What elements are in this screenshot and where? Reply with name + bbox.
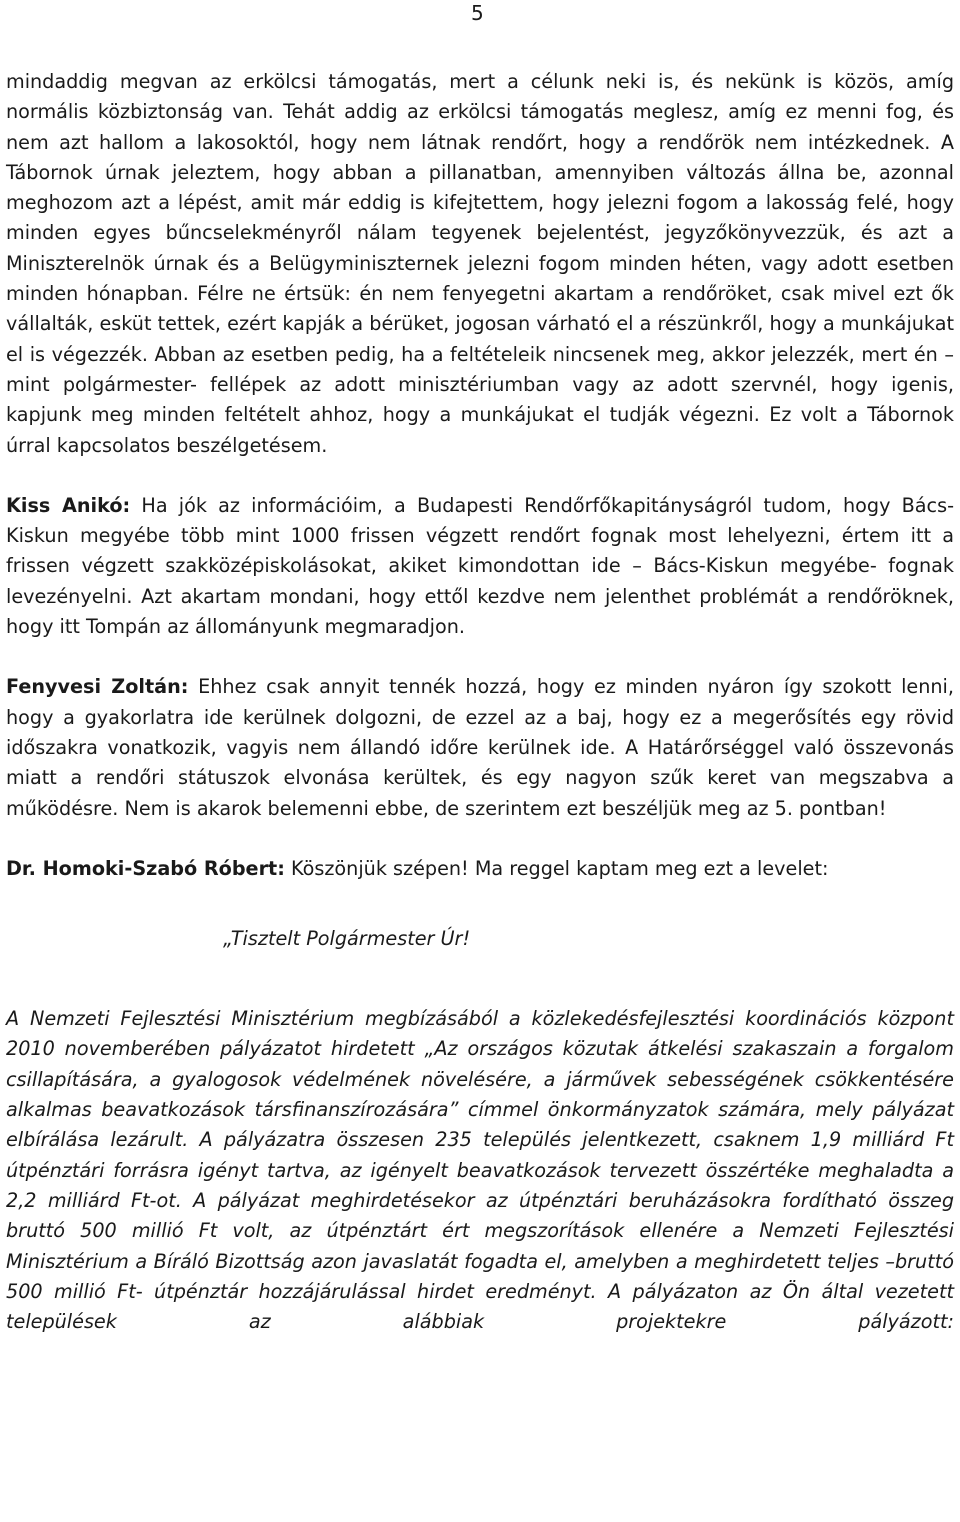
paragraph-kiss-aniko [6,491,954,642]
speech-text: Ha jók az információim, a Budapesti Rendőrfőkapitányságról tudom, hogy Bács-Kiskun megyébe több mint 1000 frissen végzett rendőrt fognak most lehelyezni, értem itt a frissen végzett szakközépiskolásokat, akiket kimondottan ide – Bács-Kiskun megyébe- fognak levezényelni. Azt akartam mondani, hogy ettől kezdve nem jelenthet problémát a rendőröknek, hogy itt Tompán az állományunk megmaradjon. [6,493,954,639]
letter-salutation: „Tisztelt Polgármester Úr! [223,927,471,951]
speech-text: Ehhez csak annyit tennék hozzá, hogy ez minden nyáron így szokott lenni, hogy a gyakorlatra ide kerülnek dolgozni, de ezzel az a baj, hogy ez a megerősítés egy rövid időszakra vonatkozik, vagyis nem állandó időre kerülnek ide. A Határőrséggel való összevonás miatt a rendőri státuszok elvonása kerültek, és egy nagyon szűk keret van megszabva a működésre. Nem is akarok belemenni ebbe, de szerintem ezt beszéljük meg az 5. pontban! [6,675,954,820]
page-number: 5 [471,1,484,25]
speaker-name: Kiss Anikó: [6,493,131,517]
speaker-name: Dr. Homoki-Szabó Róbert: [6,856,285,880]
document-body [6,67,954,1337]
paragraph-mayor-statement: mindaddig megvan az erkölcsi támogatás, mert a célunk neki is, és nekünk is közös, amíg normális közbiztonság van. Tehát addig az erkölcsi támogatás meglesz, amíg ez menni fog, és nem azt hallom a lakosoktól, hogy nem látnak rendőrt, hogy a rendőrök nem intézkednek. A Tábornok úrnak jeleztem, hogy abban a pillanatban, amennyiben változás állna be, azonnal meghozom azt a lépést, amit már eddig is kifejtettem, hogy jelezni fogom a lakosság felé, hogy minden egyes bűncselekményről nálam tegyenek bejelentést, jegyzőkönyvezzük, és azt a Miniszterelnök úrnak és a Belügyminiszternek jelezni fogom minden héten, vagy adott esetben minden hónapban. Félre ne értsük: én nem fenyegetni akartam a rendőröket, csak mivel ezt ők vállalták, esküt tettek, ezért kapják a bérüket, jogosan várható el a részünkről, hogy a munkájukat el is végezzék. Abban az esetben pedig, ha a feltételeik nincsenek meg, akkor jelezzék, mert én –mint polgármester- fellépek az adott minisztériumban vagy az adott szervnél, hogy igenis, kapjunk meg minden feltételt ahhoz, hogy a munkájukat el tudják végezni. Ez volt a Tábornok úrral kapcsolatos beszélgetésem. [6,70,954,457]
speech-text: Köszönjük szépen! Ma reggel kaptam meg ezt a levelet: [284,856,829,880]
paragraph-fenyvesi-zoltan [6,672,954,823]
speaker-name: Fenyvesi Zoltán: [6,675,189,699]
paragraph-homoki-szabo-robert [6,854,954,884]
letter-body: A Nemzeti Fejlesztési Minisztérium megbízásából a közlekedésfejlesztési koordinációs központ 2010 novemberében pályázatot hirdetett „Az országos közutak átkelési szakaszain a forgalom csillapítására, a gyalogosok védelmének növelésére, a járművek sebességének csökkentésére alkalmas beavatkozások társfinanszírozására” címmel önkormányzatok számára, mely pályázat elbírálása lezárult. A pályázatra összesen 235 település jelentkezett, csaknem 1,9 milliárd Ft útpénztári forrásra igényt tartva, az igényelt beavatkozások tervezett összértéke meghaladta a 2,2 milliárd Ft-ot. A pályázat meghirdetésekor az útpénztári beruházásokra fordítható összeg bruttó 500 millió Ft volt, az útpénztárt ért megszorítások ellenére a Nemzeti Fejlesztési Minisztérium a Bíráló Bizottság azon javaslatát fogadta el, amelyben a meghirdetett teljes –bruttó 500 millió Ft- útpénztár hozzájárulással hirdet eredményt. A pályázaton az Ön által vezetett települések az alábbiak projektekre pályázott: [6,1007,954,1334]
